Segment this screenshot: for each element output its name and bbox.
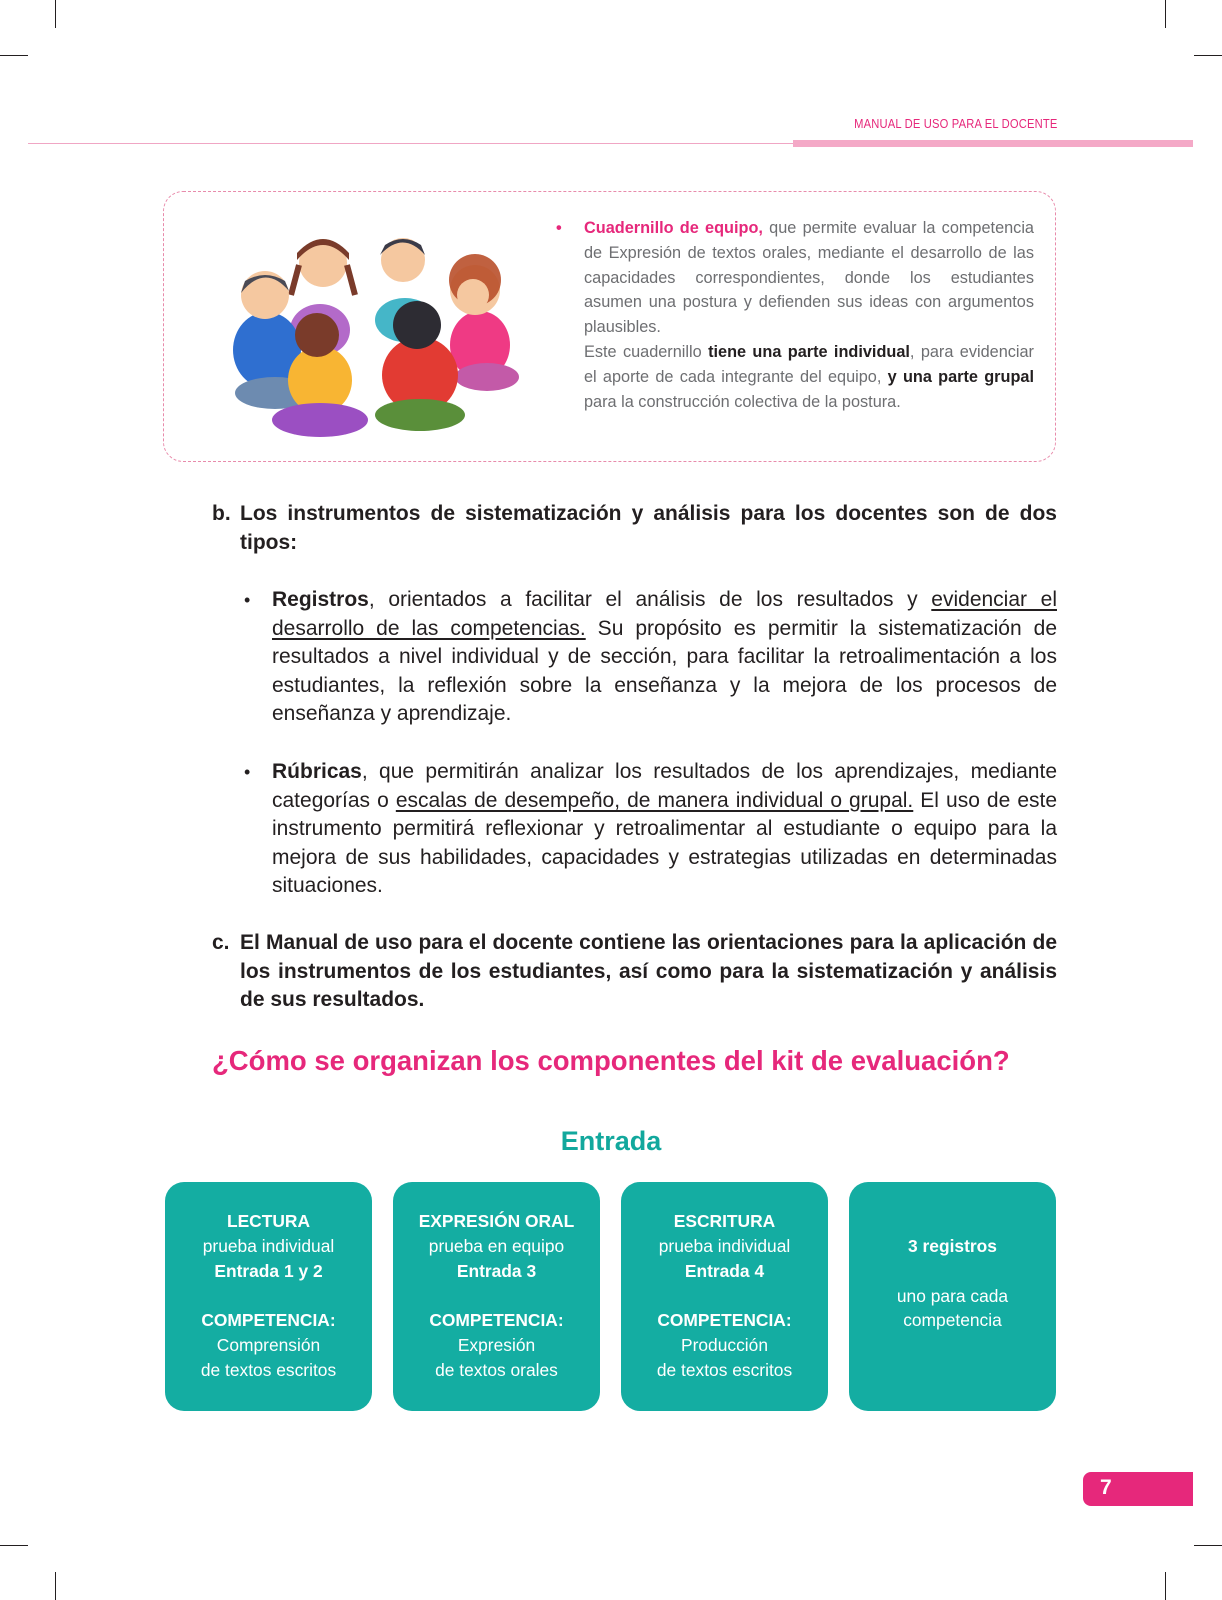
box-paragraph-1: que permite evaluar la competencia de Expresión de textos orales, mediante el desarrollo de las capacidades correspondientes, donde los estudiantes asumen una postura y defienden sus ideas con argumentos plausibles.	[584, 219, 1034, 337]
box-term: Cuadernillo de equipo,	[584, 219, 763, 237]
card-entrada: Entrada 3	[456, 1260, 537, 1281]
bullet-icon: •	[244, 762, 251, 782]
card-competencia-label: COMPETENCIA:	[201, 1310, 336, 1331]
term-rubricas: Rúbricas	[272, 760, 362, 783]
crop-mark	[1194, 55, 1222, 56]
info-box-text	[556, 216, 1034, 414]
crop-mark	[1194, 1545, 1222, 1546]
page-number: 7	[1100, 1476, 1112, 1499]
registros-text-b: Su propósito es permitir la sistematización de resultados a nivel individual y de sección, para facilitar la retroalimentación a los estudiantes, la reflexión sobre la enseñanza y la mejora de los procesos de enseñanza y aprendizaje.	[272, 616, 1057, 726]
section-title: Entrada	[560, 1126, 662, 1156]
card-competencia-label: COMPETENCIA:	[429, 1310, 564, 1331]
item-letter: c.	[212, 931, 230, 954]
box-p2-bold-1: tiene una parte individual	[708, 342, 910, 361]
item-b-text: Los instrumentos de sistematización y análisis para los docentes son de dos tipos:	[240, 502, 1057, 554]
rubricas-underlined: escalas de desempeño, de manera individual o grupal.	[395, 788, 914, 812]
card-entrada: Entrada 1 y 2	[214, 1260, 323, 1281]
crop-mark	[0, 55, 28, 56]
card-competencia-label: COMPETENCIA:	[657, 1310, 792, 1331]
card-expresion-oral	[393, 1182, 600, 1411]
card-competencia-2: de textos orales	[435, 1359, 558, 1380]
card-competencia-1: Comprensión	[216, 1334, 321, 1355]
crop-mark	[55, 0, 56, 28]
rubricas-text-a: , que permitirán analizar los resultados de los aprendizajes, mediante categorías o	[272, 760, 1057, 812]
list-item-registros	[244, 586, 1057, 729]
header-accent-bar	[793, 140, 1193, 147]
running-header: MANUAL DE USO PARA EL DOCENTE	[853, 116, 1057, 131]
registros-underlined: evidenciar el desarrollo de las competencias.	[272, 588, 1057, 640]
card-competencia-2: de textos escritos	[200, 1359, 337, 1380]
card-title: 3 registros	[908, 1236, 997, 1256]
card-competencia-1: Expresión	[457, 1334, 536, 1355]
section-question: ¿Cómo se organizan los componentes del kit de evaluación?	[212, 1045, 1010, 1076]
rubricas-text-b: El uso de este instrumento permitirá reflexionar y retroalimentar al estudiante o equipo para la mejora de sus habilidades, capacidades y estrategias utilizadas en determinadas situaciones.	[272, 788, 1058, 898]
box-p2-d: para la construcción colectiva de la postura.	[584, 392, 901, 411]
card-title: ESCRITURA	[673, 1211, 776, 1231]
card-line-1: uno para cada	[896, 1285, 1009, 1306]
card-escritura	[621, 1182, 828, 1411]
item-c	[212, 929, 1057, 1015]
item-c-text: El Manual de uso para el docente contiene las orientaciones para la aplicación de los instrumentos de los estudiantes, así como para la sistematización y análisis de sus resultados.	[240, 931, 1057, 1012]
list-item-rubricas	[244, 758, 1058, 901]
registros-text-a: , orientados a facilitar el análisis de los resultados y	[368, 588, 932, 611]
card-registros	[849, 1182, 1056, 1411]
crop-mark	[0, 1545, 28, 1546]
children-circle-illustration	[225, 225, 525, 440]
card-type: prueba en equipo	[428, 1235, 565, 1256]
item-b	[212, 500, 1057, 557]
box-p2-a: Este cuadernillo	[584, 342, 709, 361]
crop-mark	[1165, 0, 1166, 28]
crop-mark	[1165, 1572, 1166, 1600]
card-line-2: competencia	[903, 1310, 1002, 1331]
box-p2-c: , para evidenciar el aporte de cada integrante del equipo,	[584, 342, 1034, 386]
card-title: EXPRESIÓN ORAL	[418, 1211, 575, 1231]
box-p2-bold-2: y una parte grupal	[887, 367, 1034, 386]
card-entrada: Entrada 4	[684, 1260, 765, 1281]
card-type: prueba individual	[202, 1235, 335, 1256]
term-registros: Registros	[272, 588, 369, 611]
card-competencia-2: de textos escritos	[656, 1359, 793, 1380]
bullet-icon: •	[556, 219, 562, 237]
bullet-icon: •	[244, 590, 251, 610]
card-competencia-1: Producción	[680, 1334, 768, 1355]
item-letter: b.	[212, 502, 231, 525]
card-lectura	[165, 1182, 372, 1411]
card-title: LECTURA	[226, 1211, 311, 1231]
crop-mark	[55, 1572, 56, 1600]
card-type: prueba individual	[658, 1235, 791, 1256]
